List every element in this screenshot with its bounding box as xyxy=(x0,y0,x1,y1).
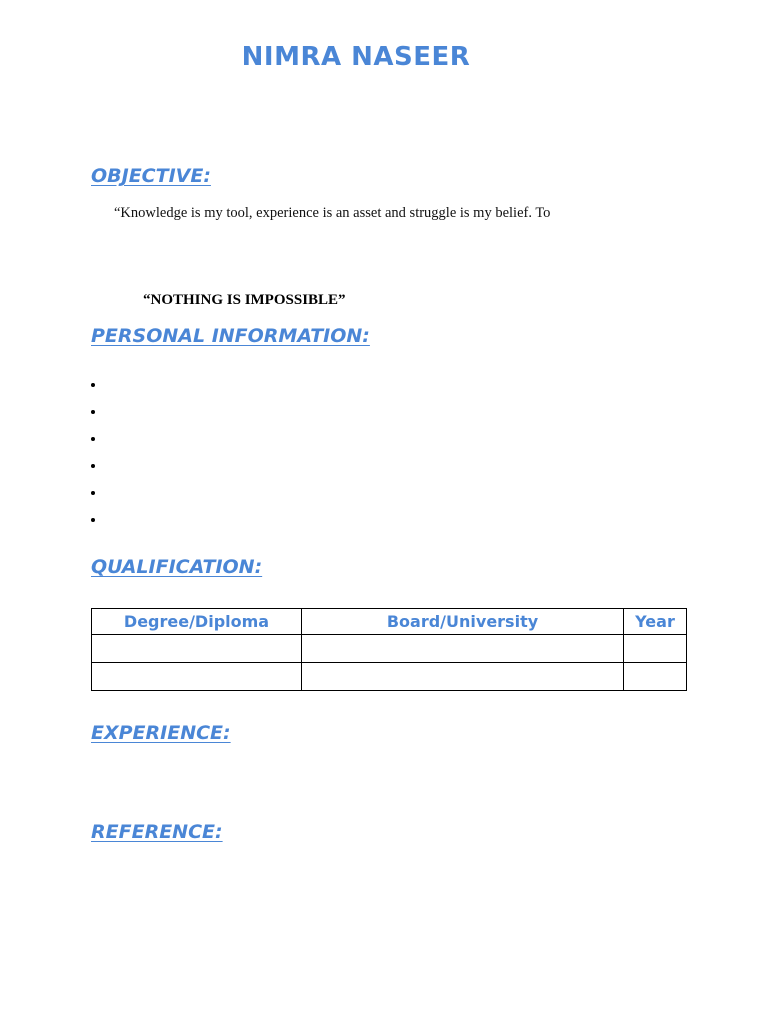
table-cell xyxy=(302,663,624,691)
table-row xyxy=(92,663,687,691)
bullet-icon xyxy=(91,437,95,441)
experience-heading: EXPERIENCE: xyxy=(91,722,231,744)
bullet-icon xyxy=(91,410,95,414)
table-cell xyxy=(92,663,302,691)
objective-text: “Knowledge is my tool, experience is an asset and struggle is my belief. To xyxy=(114,205,551,221)
table-cell xyxy=(92,635,302,663)
table-row xyxy=(92,635,687,663)
objective-motto: “NOTHING IS IMPOSSIBLE” xyxy=(143,292,346,308)
reference-heading: REFERENCE: xyxy=(91,821,223,843)
column-header-degree: Degree/Diploma xyxy=(92,609,302,635)
list-item xyxy=(91,426,95,453)
list-item xyxy=(91,453,95,480)
bullet-icon xyxy=(91,518,95,522)
table-cell xyxy=(302,635,624,663)
qualification-heading: QUALIFICATION: xyxy=(91,556,263,578)
list-item xyxy=(91,507,95,534)
table-cell xyxy=(624,635,687,663)
column-header-board: Board/University xyxy=(302,609,624,635)
qualification-table xyxy=(91,608,687,691)
bullet-icon xyxy=(91,383,95,387)
list-item xyxy=(91,399,95,426)
personal-information-heading: PERSONAL INFORMATION: xyxy=(91,325,370,347)
table-header-row xyxy=(92,609,687,635)
table-cell xyxy=(624,663,687,691)
list-item xyxy=(91,480,95,507)
objective-heading: OBJECTIVE: xyxy=(91,165,211,187)
personal-information-list xyxy=(91,372,95,534)
bullet-icon xyxy=(91,491,95,495)
list-item xyxy=(91,372,95,399)
bullet-icon xyxy=(91,464,95,468)
resume-name: NIMRA NASEER xyxy=(241,42,471,72)
column-header-year: Year xyxy=(624,609,687,635)
